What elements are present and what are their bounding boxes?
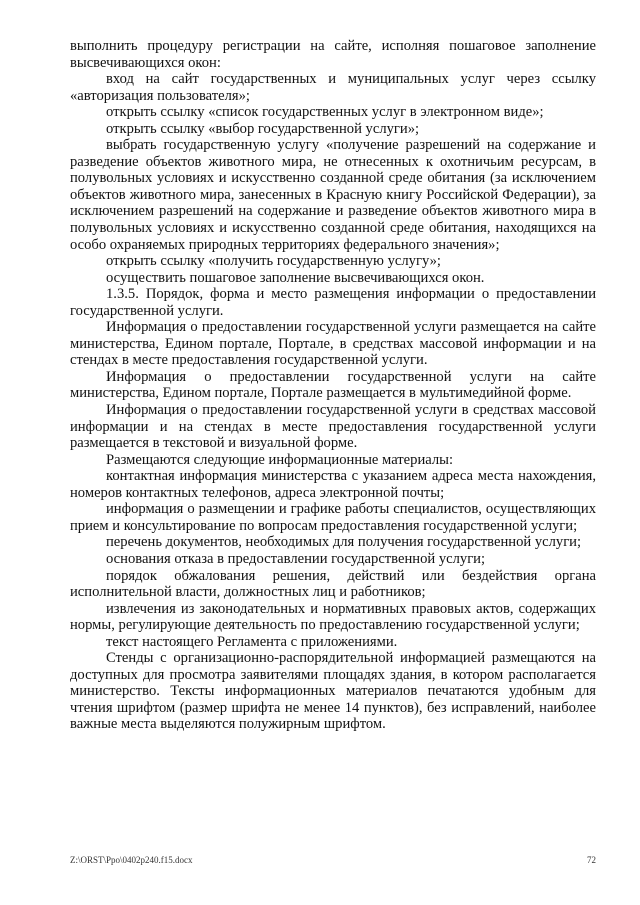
paragraph: Информация о предоставлении государственной услуги размещается на сайте министерства, Едином портале, Портале, в средствах массовой информации и на стендах в месте предоставления государственной услуги. (70, 319, 596, 369)
paragraph: 1.3.5. Порядок, форма и место размещения информации о предоставлении государственной услуги. (70, 286, 596, 319)
footer-file-path: Z:\ORST\Ppo\0402p240.f15.docx (70, 855, 193, 865)
document-body (70, 38, 596, 733)
paragraph: Стенды с организационно-распорядительной информацией размещаются на доступных для просмотра заявителями площадях здания, в котором располагается министерство. Тексты информационных материалов печатаются удобным для чтения шрифтом (размер шрифта не менее 14 пунктов), без исправлений, наиболее важные места выделяются полужирным шрифтом. (70, 650, 596, 733)
paragraph: выбрать государственную услугу «получение разрешений на содержание и разведение объектов животного мира, не отнесенных к охотничьим ресурсам, в полувольных условиях и искусственно созданной среде обитания (за исключением объектов животного мира, занесенных в Красную книгу Российской Федерации), за исключением разрешений на содержание и разведение объектов животного мира в полувольных условиях и искусственно созданной среде обитания, находящихся на особо охраняемых природных территориях федерального значения»; (70, 137, 596, 253)
paragraph: порядок обжалования решения, действий или бездействия органа исполнительной власти, должностных лиц и работников; (70, 567, 596, 601)
page-number: 72 (587, 855, 596, 865)
paragraph: Информация о предоставлении государственной услуги на сайте министерства, Едином портале, Портале размещается в мультимедийной форме. (70, 368, 596, 402)
paragraph: Размещаются следующие информационные материалы: (106, 451, 454, 468)
paragraph: текст настоящего Регламента с приложениями. (106, 633, 398, 650)
paragraph: выполнить процедуру регистрации на сайте, исполняя пошаговое заполнение высвечивающихся окон: (70, 38, 596, 71)
paragraph: вход на сайт государственных и муниципальных услуг через ссылку «авторизация пользователя»; (70, 71, 596, 104)
paragraph: извлечения из законодательных и нормативных правовых актов, содержащих нормы, регулирующие деятельность по предоставлению государственной услуги; (70, 600, 596, 634)
paragraph: основания отказа в предоставлении государственной услуги; (106, 550, 486, 567)
paragraph: открыть ссылку «список государственных услуг в электронном виде»; (106, 104, 544, 121)
paragraph: информация о размещении и графике работы специалистов, осуществляющих прием и консультирование по вопросам предоставления государственной услуги; (70, 501, 596, 534)
paragraph: открыть ссылку «выбор государственной услуги»; (106, 120, 420, 137)
paragraph: контактная информация министерства с указанием адреса места нахождения, номеров контактных телефонов, адреса электронной почты; (70, 468, 596, 501)
paragraph: открыть ссылку «получить государственную услугу»; (106, 253, 441, 270)
paragraph: осуществить пошаговое заполнение высвечивающихся окон. (106, 269, 485, 286)
paragraph: перечень документов, необходимых для получения государственной услуги; (106, 534, 582, 551)
paragraph: Информация о предоставлении государственной услуги в средствах массовой информации и на стендах в месте предоставления государственной услуги размещается в текстовой и визуальной форме. (70, 402, 596, 452)
